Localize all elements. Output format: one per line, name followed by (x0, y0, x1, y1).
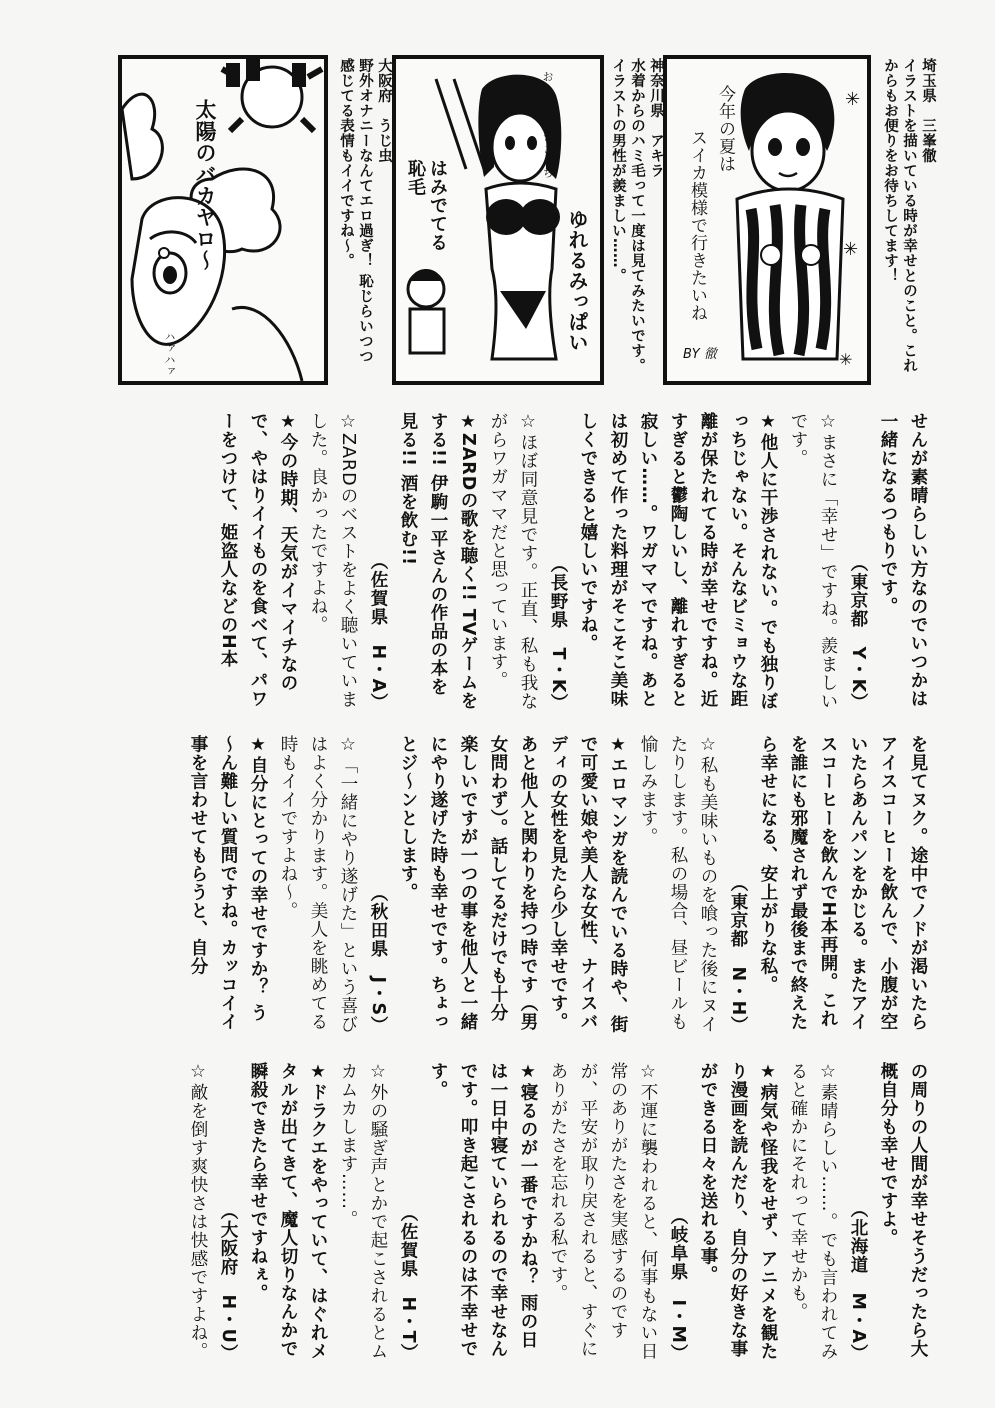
letter-text: を見てヌク。途中でノドが渇いたらアイスコーヒーを飲んで、小腹が空いたらあんパンをかじる。またアイスコーヒーを飲んでH本再開。これを誰にも邪魔されず最後まで終えたら幸せになる、安上がりな私。 (758, 735, 928, 1031)
drawing-text-call: おーい こっちこっち (541, 71, 554, 179)
letters-column-bottom (103, 1062, 933, 1362)
illustration-panel-osaka (118, 55, 328, 385)
letter-signature: （佐賀県 H・A） (368, 552, 388, 712)
letter-signature: （岐阜県 I・M） (668, 1206, 688, 1362)
caption-prefecture: 神奈川県 (648, 58, 664, 118)
letter-signature: （長野県 T・K） (548, 555, 568, 712)
svg-text:✳: ✳ (839, 350, 853, 369)
illustration-panel-kanagawa (392, 55, 604, 385)
drawing-text-taiyou: 太陽のバカヤロ～ (193, 99, 217, 271)
letter-text: ★ドラクエをやっていて、はぐれメタルが出てきて、魔人切りなんかで瞬殺できたら幸せですねぇ。 (248, 1062, 328, 1361)
caption-prefecture: 埼玉県 (920, 58, 936, 103)
letter-text: ★他人に干渉されない。でも独りぼっちじゃない。そんなビミョウな距離が保たれてる時が幸せですね。近すぎると鬱陶しいし、離れすぎると寂しい……。ワガママですね。あとは初めて作った料理がそこそこ美味しくできると嬉しいですね。 (578, 412, 778, 711)
editor-reply: ☆外の騒ぎ声とかで起こされるとムカムカします……。 (338, 1062, 388, 1361)
letter-text: ★寝るのが一番ですかね？ 雨の日は一日中寝ていられるので幸せなんです。叩き起こされるのは不幸せです。 (428, 1062, 538, 1358)
svg-text:✳: ✳ (845, 89, 861, 110)
editor-reply: ☆素晴らしい……。でも言われてみると確かにそれって幸せかも。 (788, 1062, 838, 1361)
drawing-text-hamideteru: はみでてる (427, 159, 448, 252)
editor-reply: ☆「一緒にやり遂げた」という喜びはよく分かります。美人を眺めてる時もイイですよね～。 (278, 735, 358, 1034)
letter-text: ★ZARDの歌を聴く!! TVゲームをする!! 伊駒一平さんの作品の本を見る!! 酒を飲む!! (398, 412, 478, 711)
caption-prefecture: 大阪府 (376, 58, 392, 103)
editor-reply: ☆不運に襲われると、何事もない日常のありがたさを実感するのですが、平安が取り戻されると、すぐにありがたさを忘れる私です。 (548, 1062, 658, 1361)
editor-reply: ☆まさに「幸せ」ですね。羨ましいです。 (788, 412, 838, 711)
caption-comment: 水着からのハミ毛って一度は見てみたいです。イラストの男性が羨ましい……。 (610, 58, 645, 373)
caption-comment: イラストを描いている時が幸せとのこと。これからもお便りをお待ちしてます！ (882, 58, 917, 373)
caption-osaka (336, 58, 393, 378)
outdoor-girl-illustration (122, 59, 324, 381)
artist-signature: BY 徹 (683, 347, 717, 362)
letter-signature: （北海道 M・A） (848, 1199, 868, 1362)
letter-text: ★自分にとっての幸せですか？ う～ん難しい質問ですね。カッコイイ事を言わせてもらうと、自分 (188, 735, 268, 1031)
drawing-text-chimou: 恥毛 (405, 159, 426, 196)
letter-text: の周りの人間が幸せそうだったら大概自分も幸せですよ。 (878, 1062, 928, 1358)
letters-column-top (103, 412, 933, 712)
caption-name: 三峯徹 (920, 118, 936, 163)
letter-text: ★病気や怪我をせず、アニメを観たり漫画を読んだり、自分の好きな事ができる日々を送れる事。 (698, 1062, 778, 1361)
editor-reply: ☆私も美味いものを喰った後にヌイたりします。私の場合、昼ビールも愉しみます。 (638, 735, 718, 1034)
caption-name: アキラ (648, 133, 664, 178)
letter-signature: （秋田県 J・S） (368, 884, 388, 1035)
editor-reply: ☆敵を倒す爽快さは快感ですよね。 (188, 1062, 208, 1361)
letter-signature: （東京都 Y・K） (848, 554, 868, 712)
caption-name: うじ虫 (376, 118, 392, 163)
drawing-text-line-2: スイカ模様で行きたいね (687, 129, 707, 322)
caption-kanagawa (608, 58, 665, 378)
illustration-panel-saitama (663, 55, 871, 385)
drawing-text-line-1: 今年の夏は (715, 85, 735, 173)
editor-reply: ☆ZARDのベストをよく聴いていました。良かったですよね。 (308, 412, 358, 709)
caption-saitama (880, 58, 937, 378)
letter-signature: （東京都 N・H） (728, 874, 748, 1035)
letter-text: せんが素晴らしい方なのでいつかは一緒になるつもりです。 (878, 412, 928, 708)
caption-comment: 野外オナニーなんてエロ過ぎ！ 恥じらいつつ感じてる表情もイイですね～。 (338, 58, 373, 364)
editor-reply: ☆ほぼ同意見です。正直、私も我ながらワガママだと思っています。 (488, 412, 538, 711)
drawing-text-haahaa: ハァハァ (163, 331, 176, 377)
svg-text:✳: ✳ (843, 239, 859, 260)
drawing-text-sway: ゆれるみっぱい (565, 209, 589, 353)
letter-signature: （佐賀県 H・T） (398, 1203, 418, 1362)
letters-column-middle (103, 735, 933, 1035)
letter-text: ★エロマンガを読んでいる時や、街で可愛い娘や美人な女性、ナイスバディの女性を見たら少し幸せです。あと他人と関わりを持つ時です（男女問わず）。話してるだけでも十分楽しいですが一つの事を他人と一緒にやり遂げた時も幸せです。ちょっとジ～ンとします。 (398, 735, 628, 1034)
letter-signature: （大阪府 H・U） (218, 1201, 238, 1362)
letter-text: ★今の時期、天気がイマイチなので、やはりイイものを食べて、パワーをつけて、姫盗人などのH本 (218, 412, 298, 708)
